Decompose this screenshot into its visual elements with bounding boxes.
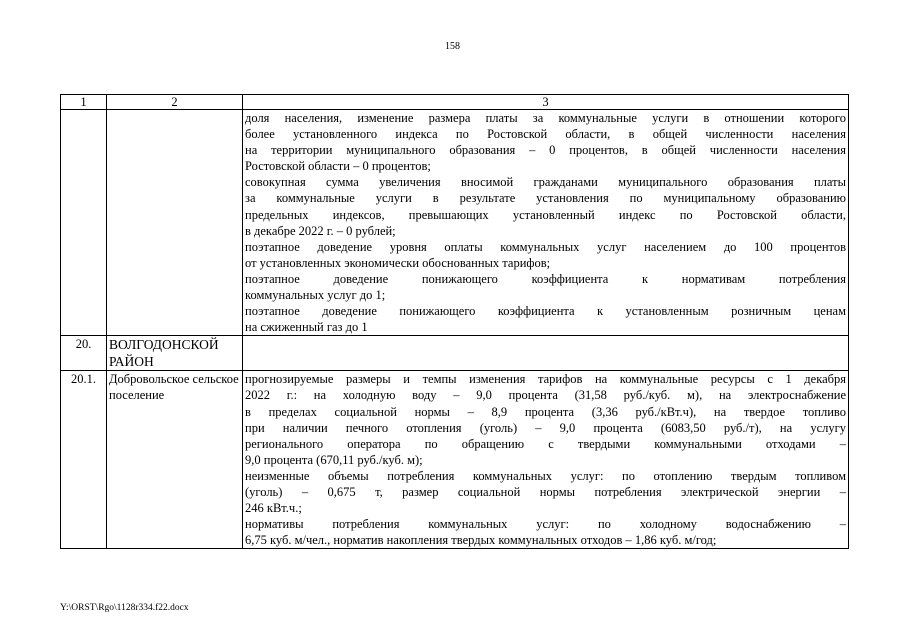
- column-header: 2: [107, 95, 243, 110]
- page-number: 158: [445, 41, 460, 52]
- text-line: прогнозируемые размеры и темпы изменения тарифов на коммунальные ресурсы с 1 декабря: [245, 372, 846, 387]
- settlement-name: Добровольское сельское поселение: [107, 371, 243, 549]
- row-number: 20.: [61, 336, 107, 371]
- row-description: [243, 110, 849, 336]
- content-table: [60, 94, 849, 549]
- text-line: за коммунальные услуги в результате установления по муниципальному образованию: [245, 191, 846, 206]
- text-line: 2022 г.: на холодную воду – 9,0 процента (31,58 руб./куб. м), на электроснабжение: [245, 388, 846, 403]
- text-line: (уголь) – 0,675 т, размер социальной нормы потребления электрической энергии –: [245, 484, 846, 499]
- text-line: в декабре 2022 г. – 0 рублей;: [245, 223, 396, 238]
- text-line: поэтапное доведение понижающего коэффициента к установленным розничным ценам: [245, 304, 846, 319]
- text-line: на сжиженный газ до 1: [245, 320, 368, 335]
- row-number: [61, 110, 107, 336]
- text-line: коммунальных услуг до 1;: [245, 288, 386, 303]
- text-line: поэтапное доведение уровня оплаты коммунальных услуг населением до 100 процентов: [245, 239, 846, 254]
- table-row: [61, 336, 849, 371]
- text-line: от установленных экономически обоснованных тарифов;: [245, 255, 551, 270]
- text-line: регионального оператора по обращению с твердыми коммунальными отходами –: [245, 436, 846, 451]
- table-row: [61, 110, 849, 336]
- column-header: 3: [243, 95, 849, 110]
- settlement-name: [107, 110, 243, 336]
- text-line: более установленного индекса по Ростовской области, в общей численности населения: [245, 127, 846, 142]
- text-line: 246 кВт.ч.;: [245, 501, 302, 516]
- text-line: 6,75 куб. м/чел., норматив накопления твердых коммунальных отходов – 1,86 куб. м/год;: [245, 533, 717, 548]
- row-description: [243, 371, 849, 549]
- table-header-row: [61, 95, 849, 110]
- text-line: поэтапное доведение понижающего коэффициента к нормативам потребления: [245, 271, 846, 286]
- text-line: доля населения, изменение размера платы за коммунальные услуги в отношении которого: [245, 111, 846, 125]
- text-line: Ростовской области – 0 процентов;: [245, 159, 431, 174]
- text-line: 9,0 процента (670,11 руб./куб. м);: [245, 452, 423, 467]
- column-header: 1: [61, 95, 107, 110]
- district-name: ВОЛГОДОНСКОЙ РАЙОН: [107, 336, 243, 371]
- text-line: при наличии печного отопления (уголь) – 9,0 процента (6083,50 руб./т), на услугу: [245, 420, 846, 435]
- row-number: 20.1.: [61, 371, 107, 549]
- row-description: [243, 336, 849, 371]
- text-line: совокупная сумма увеличения вносимой гражданами муниципального образования платы: [245, 175, 846, 190]
- text-line: предельных индексов, превышающих установленный индекс по Ростовской области,: [245, 207, 846, 222]
- text-line: нормативы потребления коммунальных услуг: по холодному водоснабжению –: [245, 517, 846, 532]
- table-row: [61, 371, 849, 549]
- text-line: на территории муниципального образования – 0 процентов, в общей численности населения: [245, 143, 846, 158]
- file-path: Y:\ORST\Rgo\1128r334.f22.docx: [60, 603, 189, 613]
- text-line: в пределах социальной нормы – 8,9 процента (3,36 руб./кВт.ч), на твердое топливо: [245, 404, 846, 419]
- text-line: неизменные объемы потребления коммунальных услуг: по отоплению твердым топливом: [245, 468, 846, 483]
